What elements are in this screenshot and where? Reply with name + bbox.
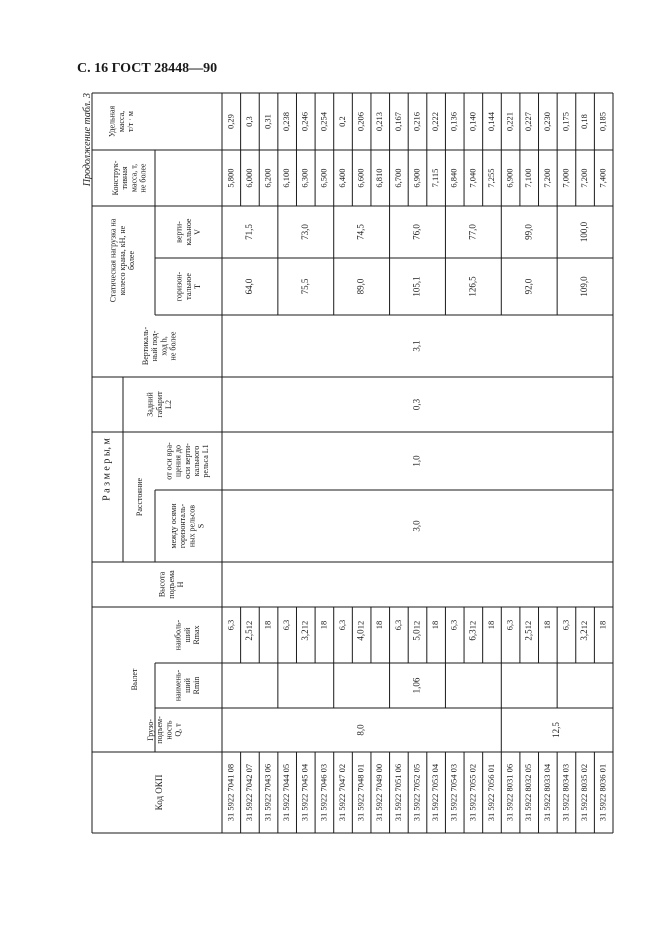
height-cell: 6,3 [392,619,403,631]
header-capacity: Грузо-подъем-ностьQ, т [146,716,183,744]
header-load-group: Статическая нагрузка наколесо крана, кН, неболее [108,218,137,303]
header-gauge: между осямигоризонталь-ных рельсовS [169,503,206,549]
vertical-travel-cell: 3,1 [411,340,422,352]
code-cell: 31 5922 7041 08 [225,763,236,822]
height-cell: 12 [523,620,534,630]
horizontal-load-cell: 109,0 [579,276,590,297]
rear-cell: 0,3 [411,398,422,411]
vertical-load-cell: 77,0 [467,224,478,240]
height-cell: 12 [467,620,478,630]
header-vertical-travel: Вертикаль-ный под-ход h,не более [141,326,178,366]
specific-mass-cell: 0,167 [392,111,403,132]
mass-cell: 6,100 [281,168,292,188]
horizontal-load-cell: 92,0 [523,278,534,295]
code-cell: 31 5922 7043 06 [262,763,273,822]
code-cell: 31 5922 8034 03 [560,763,571,822]
specific-mass-cell: 0,18 [579,114,590,129]
specific-mass-cell: 0,216 [411,111,422,132]
code-cell: 31 5922 7053 04 [430,763,441,822]
mass-cell: 7,200 [579,168,590,188]
gauge-cell: 3,0 [411,520,422,532]
specific-mass-cell: 0,185 [597,111,608,132]
mass-cell: 6,900 [411,168,422,188]
page-header: С. 16 ГОСТ 28448—90 [77,61,218,76]
code-cell: 31 5922 8031 06 [504,763,515,822]
vertical-load-cell: 71,5 [243,224,254,240]
specific-mass-cell: 0,175 [560,111,571,132]
code-cell: 31 5922 7052 05 [411,763,422,822]
mass-cell: 7,115 [430,168,441,188]
specific-mass-cell: 0,213 [374,111,385,132]
height-cell: 6,3 [336,619,347,631]
mass-cell: 6,500 [318,168,329,188]
mass-cell: 6,200 [262,168,273,188]
height-cell: 18 [597,620,608,630]
code-cell: 31 5922 8032 05 [523,763,534,822]
continuation-label: Продолжение табл. 3 [82,93,93,187]
height-cell: 6,3 [504,619,515,631]
mass-cell: 6,000 [243,168,254,188]
vertical-load-cell: 73,0 [299,224,310,240]
code-cell: 31 5922 8033 04 [541,763,552,822]
rmax-cell: 3,2 [579,629,590,641]
specific-mass-cell: 0,29 [225,114,236,129]
header-mass: Конструк-тивнаямасса, т,не более [111,160,148,196]
code-cell: 31 5922 7046 03 [318,763,329,822]
capacity-cell: 8,0 [355,724,366,736]
specific-mass-cell: 0,2 [336,116,347,127]
mass-cell: 6,300 [299,168,310,188]
specific-mass-cell: 0,31 [262,114,273,129]
header-specific-mass: Удельнаямасса,т/т · м [107,105,136,138]
rmax-cell: 5,0 [411,629,422,641]
vertical-load-cell: 76,0 [411,224,422,240]
specific-mass-cell: 0,140 [467,111,478,132]
code-cell: 31 5922 7044 05 [281,763,292,822]
header-rmax: наиболь-шийRmax [173,619,202,651]
specific-mass-cell: 0,238 [281,111,292,132]
specific-mass-cell: 0,144 [485,111,496,132]
height-cell: 6,3 [448,619,459,631]
height-cell: 12 [299,620,310,630]
specific-mass-cell: 0,222 [430,111,441,132]
header-height: ВысотаподъемаH [157,570,186,599]
header-rear: ЗаднийгабаритL2 [145,391,174,418]
code-cell: 31 5922 7048 01 [355,763,366,822]
mass-cell: 5,800 [225,168,236,188]
specific-mass-cell: 0,230 [541,111,552,132]
code-cell: 31 5922 7056 01 [485,763,496,822]
header-code: Код ОКП [154,774,165,811]
rmin-cell: 1,06 [411,677,422,694]
rmax-cell: 2,5 [523,629,534,641]
mass-cell: 6,810 [374,168,385,188]
capacity-cell: 12,5 [551,722,562,738]
header-horizontal: горизон-тальноеT [174,271,203,302]
axis-cell: 1,0 [411,455,422,467]
specific-mass-cell: 0,227 [523,111,534,132]
mass-cell: 7,255 [485,168,496,188]
mass-cell: 6,600 [355,168,366,188]
height-cell: 18 [262,620,273,630]
specific-mass-cell: 0,3 [243,116,254,127]
mass-cell: 7,400 [597,168,608,188]
mass-cell: 7,040 [467,168,478,188]
code-cell: 31 5922 7051 06 [392,763,403,822]
code-cell: 31 5922 7042 07 [243,763,254,822]
header-axis: от оси вра-щения дооси верти-кальногорельса L1 [164,442,211,480]
header-rmin: наимень-шийRmin [173,669,202,702]
height-cell: 12 [411,620,422,630]
specific-mass-cell: 0,246 [299,111,310,132]
height-cell: 18 [374,620,385,630]
specific-mass-cell: 0,254 [318,111,329,132]
height-cell: 18 [541,620,552,630]
header-vertical: верти-кальноеV [174,218,203,246]
height-cell: 18 [318,620,329,630]
specific-mass-cell: 0,206 [355,111,366,132]
mass-cell: 6,700 [392,168,403,188]
code-cell: 31 5922 7055 02 [467,763,478,822]
vertical-load-cell: 99,0 [523,224,534,240]
header-outreach: Вылет [129,668,139,691]
height-cell: 18 [430,620,441,630]
specific-mass-cell: 0,221 [504,111,515,132]
height-cell: 12 [243,620,254,630]
rmax-cell: 3,2 [299,629,310,641]
header-distance: Расстояние [134,477,144,517]
code-cell: 31 5922 8035 02 [579,763,590,822]
header-dimensions: Р а з м е р ы, м [101,438,113,501]
rmax-cell: 6,3 [467,629,478,641]
height-cell: 18 [485,620,496,630]
mass-cell: 7,200 [541,168,552,188]
horizontal-load-cell: 105,1 [411,276,422,297]
vertical-load-cell: 74,5 [355,224,366,240]
horizontal-load-cell: 64,0 [243,278,254,295]
height-cell: 12 [355,620,366,630]
horizontal-load-cell: 75,5 [299,278,310,295]
vertical-load-cell: 100,0 [579,221,590,243]
rmax-cell: 4,0 [355,629,366,641]
mass-cell: 7,000 [560,168,571,188]
height-cell: 12 [579,620,590,630]
height-cell: 6,3 [560,619,571,631]
code-cell: 31 5922 7054 03 [448,763,459,822]
code-cell: 31 5922 7047 02 [336,763,347,822]
code-cell: 31 5922 7045 04 [299,763,310,822]
horizontal-load-cell: 126,5 [467,276,478,297]
code-cell: 31 5922 7049 00 [374,763,385,822]
height-cell: 6,3 [225,619,236,631]
mass-cell: 6,840 [448,168,459,188]
mass-cell: 6,900 [504,168,515,188]
mass-cell: 7,100 [523,168,534,188]
code-cell: 31 5922 8036 01 [597,763,608,822]
specific-mass-cell: 0,136 [448,111,459,132]
height-cell: 6,3 [281,619,292,631]
horizontal-load-cell: 89,0 [355,278,366,295]
mass-cell: 6,400 [336,168,347,188]
rmax-cell: 2,5 [243,629,254,641]
